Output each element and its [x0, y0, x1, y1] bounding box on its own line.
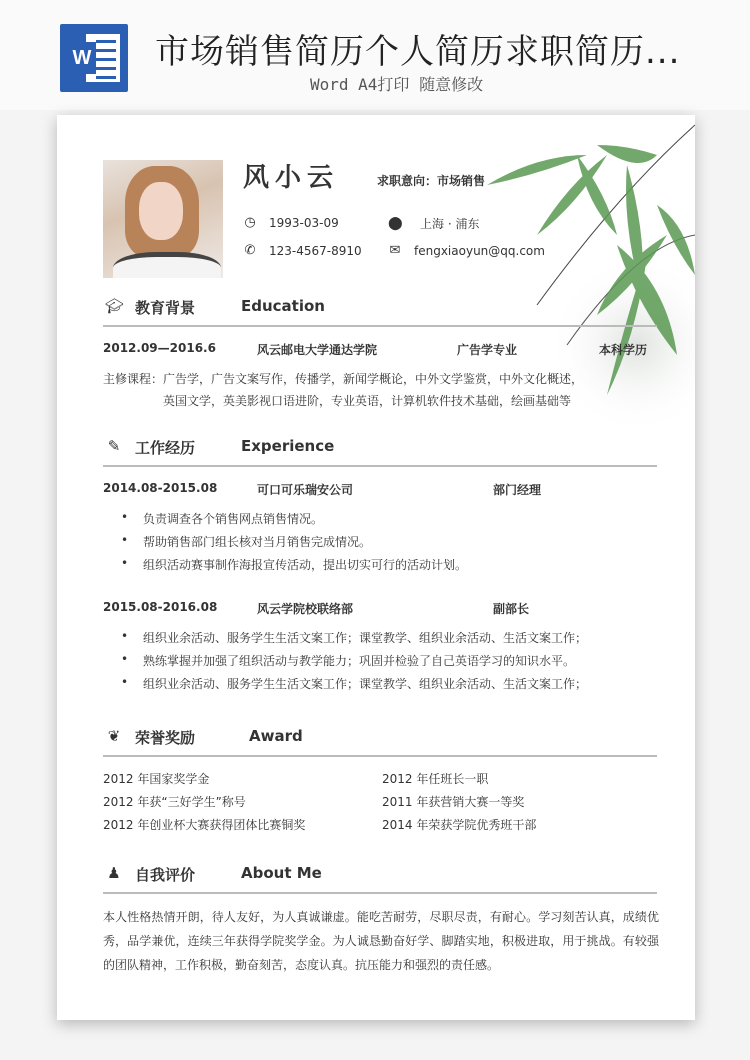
award-item: 2012 年获“三好学生”称号: [103, 795, 246, 809]
section-awards: ❦ 荣誉奖励 Award: [103, 723, 657, 757]
edu-major: 广告学专业: [457, 343, 518, 357]
avatar: [103, 160, 223, 278]
job-bullet: • 熟练掌握并加强了组织活动与教学能力；巩固并检验了自己英语学习的知识水平。: [123, 652, 575, 669]
job-bullet: • 帮助销售部门组长核对当月销售完成情况。: [123, 533, 371, 550]
job-role: 副部长: [493, 602, 530, 616]
section-about: ♟ 自我评价 About Me: [103, 860, 657, 894]
word-icon: W: [60, 24, 128, 92]
award-item: 2012 年任班长一职: [382, 772, 489, 786]
birthday-info: ◷ 1993-03-09: [244, 215, 339, 230]
award-item: 2014 年荣获学院优秀班干部: [382, 818, 537, 832]
job-bullet: • 负责调查各个销售网点销售情况。: [123, 510, 323, 527]
section-experience: ✎ 工作经历 Experience: [103, 433, 657, 467]
job-org: 可口可乐瑞安公司: [257, 483, 354, 497]
award-item: 2012 年国家奖学金: [103, 772, 210, 786]
header: [0, 0, 750, 110]
job-bullet: • 组织活动赛事制作海报宣传活动，提出切实可行的活动计划。: [123, 556, 467, 573]
phone-icon: ✆: [244, 243, 256, 258]
section-education: 🎓︎ 教育背景 Education: [103, 293, 657, 327]
document-title: 市场销售简历个人简历求职简历...: [155, 32, 681, 72]
edu-courses-cont: 英国文学，英美影视口语进阶，专业英语，计算机软件技术基础，绘画基础等: [163, 394, 572, 408]
job-role: 部门经理: [493, 483, 542, 497]
job-org: 风云学院校联络部: [257, 602, 354, 616]
about-text: 本人性格热情开朗，待人友好，为人真诚谦虚。能吃苦耐劳，尽职尽责，有耐心。学习刻苦认真，成绩优秀，品学兼优，连续三年获得学院奖学金。为人诚恳勤奋好学、脚踏实地，积极进取，用于挑战。有较强的团队精神，工作积极，勤奋刻苦，态度认真。抗压能力和强烈的责任感。: [103, 910, 659, 972]
job-period: 2014.08-2015.08: [103, 481, 218, 495]
award-item: 2012 年创业杯大赛获得团体比赛铜奖: [103, 818, 306, 832]
phone-info: ✆ 123-4567-8910: [244, 243, 362, 258]
email-info: ✉ fengxiaoyun@qq.com: [389, 243, 545, 258]
job-bullet: • 组织业余活动、服务学生生活文案工作；课堂教学、组织业余活动、生活文案工作；: [123, 629, 587, 646]
job-intent: 求职意向：市场销售: [377, 174, 486, 188]
edu-school: 风云邮电大学通达学院: [257, 343, 378, 357]
tag-icon: ✎: [107, 437, 121, 455]
clock-icon: ◷: [244, 215, 256, 230]
edu-courses: 主修课程：广告学，广告文案写作，传播学，新闻学概论，中外文学鉴赏，中外文化概述，: [103, 372, 584, 386]
edu-degree: 本科学历: [599, 343, 648, 357]
location-pin-icon: ⬤: [388, 216, 403, 231]
award-item: 2011 年获营销大赛一等奖: [382, 795, 525, 809]
envelope-icon: ✉: [389, 243, 401, 258]
leaf-icon: ❦: [107, 727, 121, 745]
document-subtitle: Word A4打印 随意修改: [310, 75, 484, 94]
person-icon: ♟: [107, 864, 121, 882]
candidate-name: 风小云: [243, 163, 340, 193]
resume-page: [57, 115, 695, 1020]
edu-period: 2012.09—2016.6: [103, 341, 216, 355]
location-info: ⬤ 上海 · 浦东: [388, 216, 480, 231]
graduation-cap-icon: 🎓︎: [105, 297, 125, 315]
job-period: 2015.08-2016.08: [103, 600, 218, 614]
job-bullet: • 组织业余活动、服务学生生活文案工作；课堂教学、组织业余活动、生活文案工作；: [123, 675, 587, 692]
